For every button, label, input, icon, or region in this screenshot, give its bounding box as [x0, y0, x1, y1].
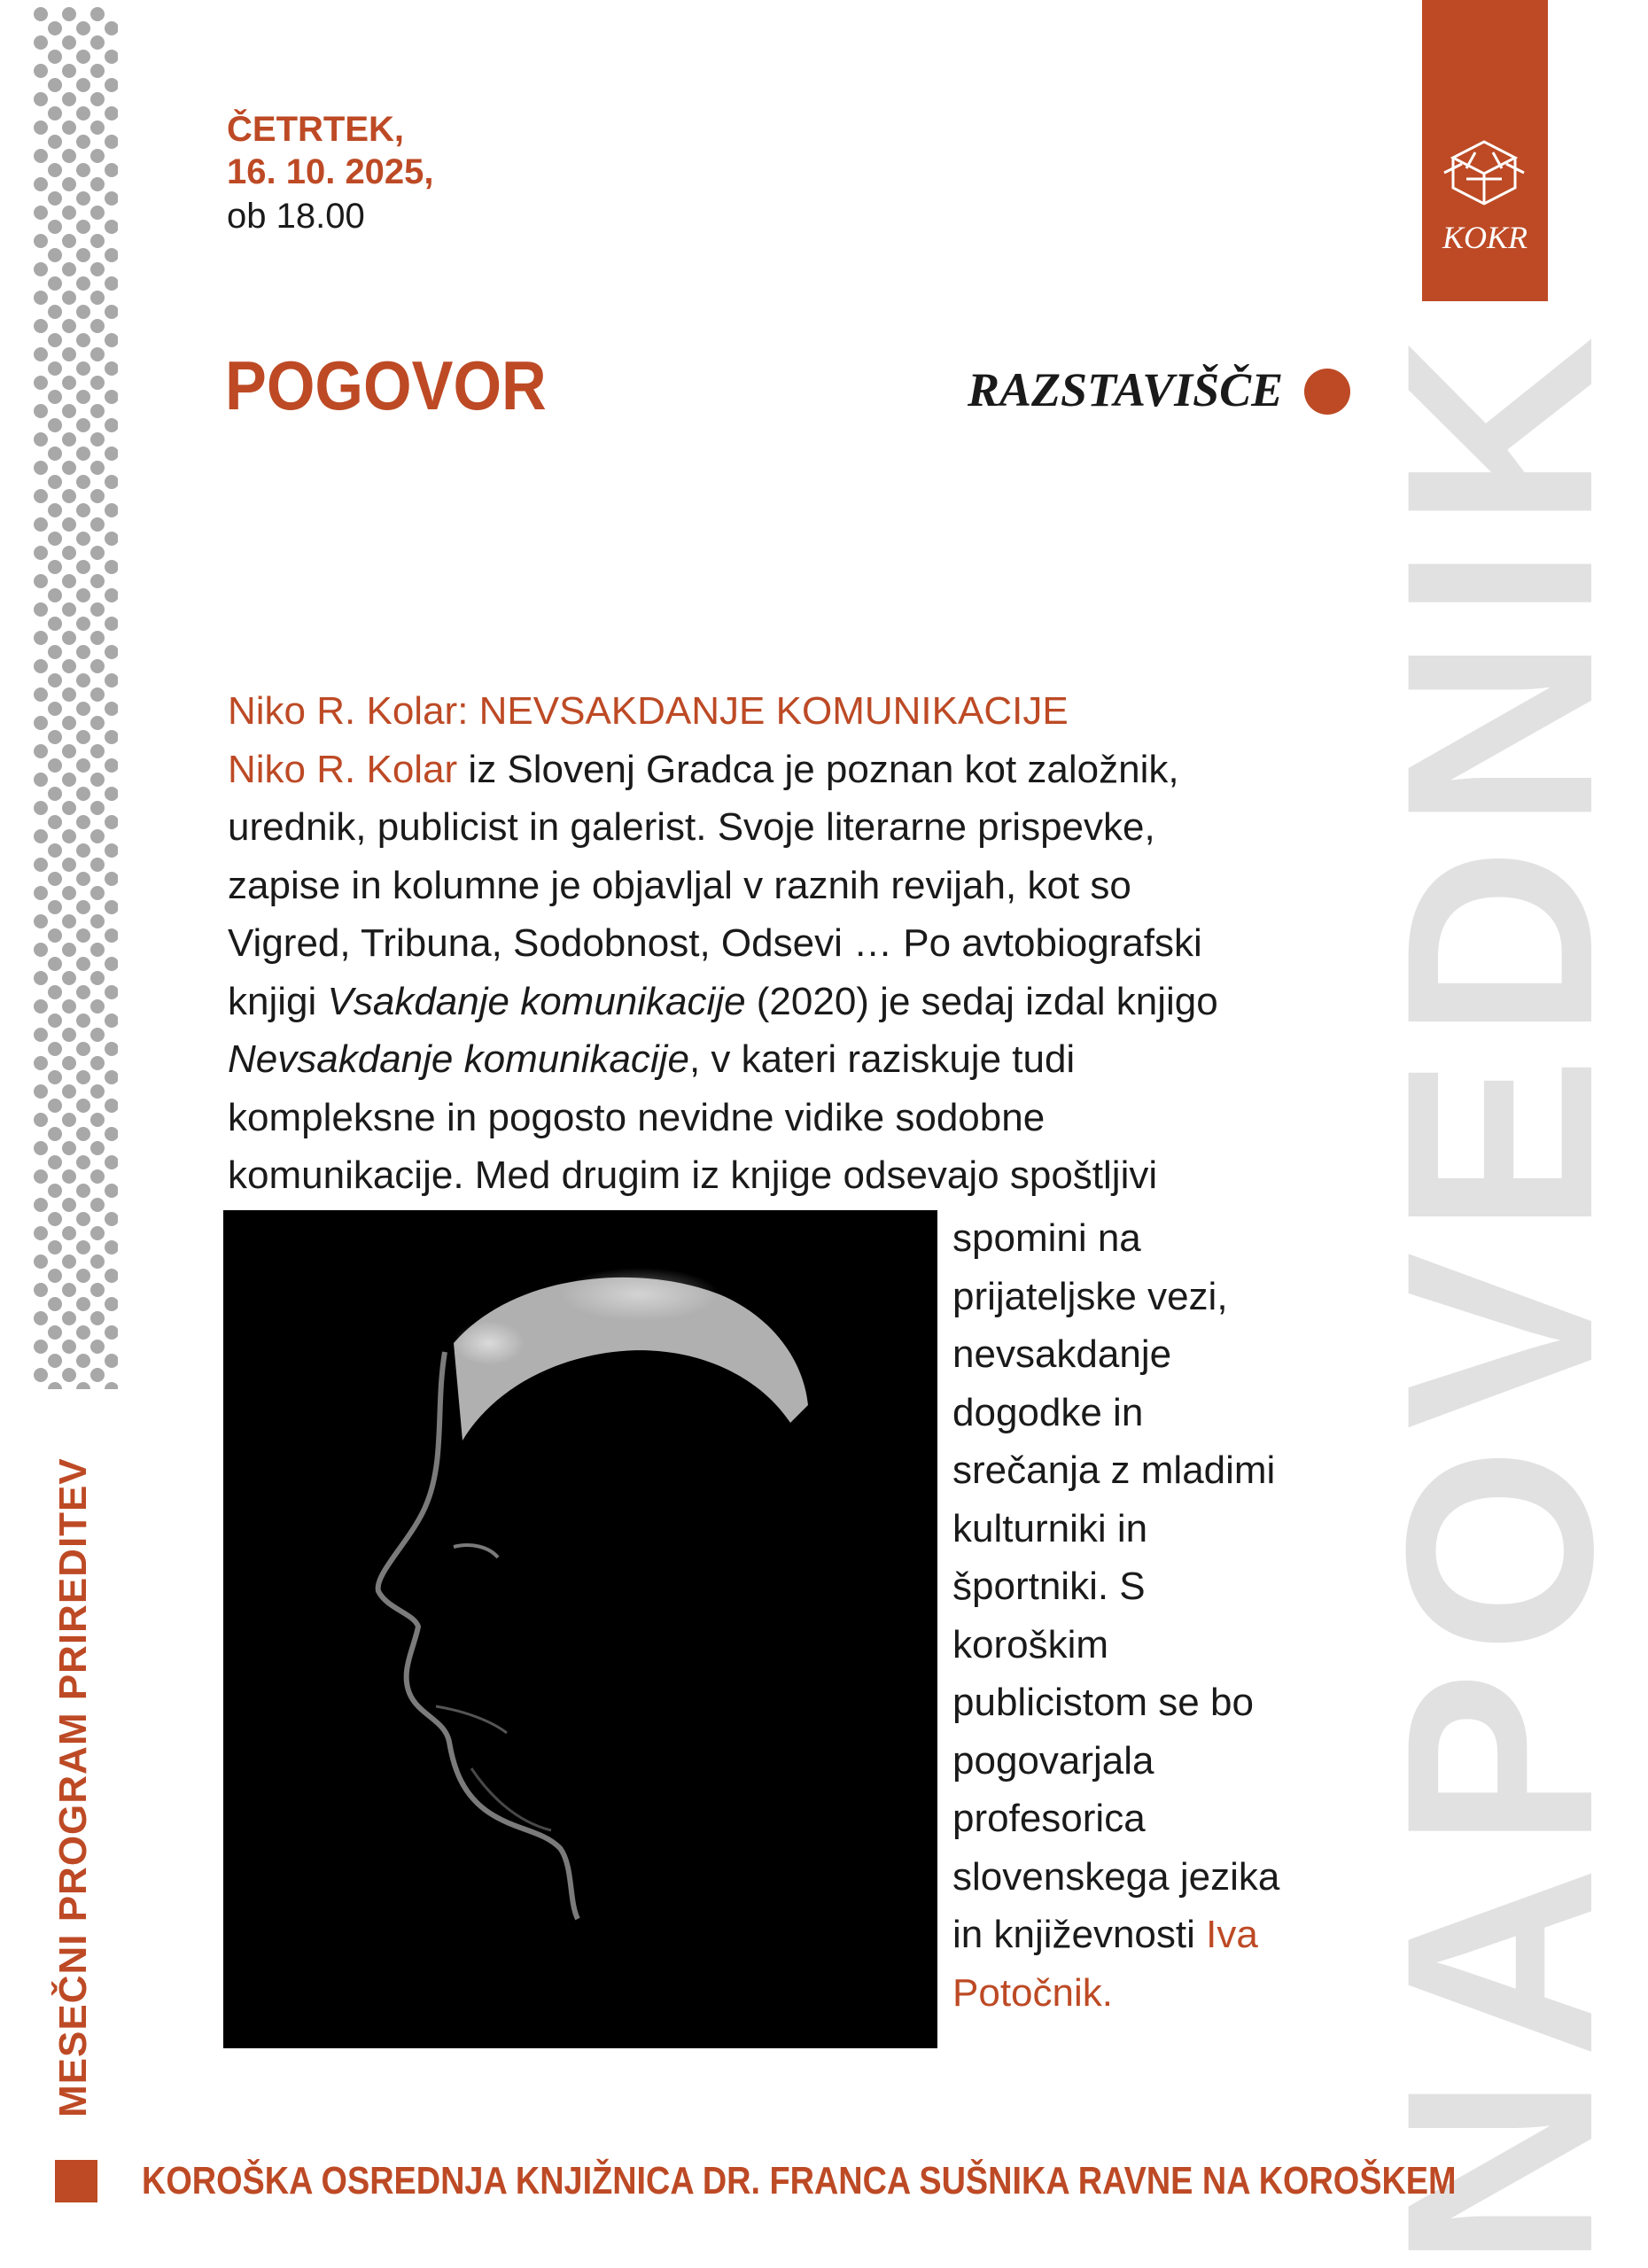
article-line-7: kompleksne in pogosto nevidne vidike sodobne — [228, 1095, 1046, 1139]
article-line-4: Vigred, Tribuna, Sodobnost, Odsevi … Po avtobiografski — [228, 921, 1202, 965]
article-text: (2020) je sedaj izdal knjigo — [745, 979, 1218, 1023]
event-date: 16. 10. 2025, — [227, 152, 434, 191]
logo-book-icon — [1431, 133, 1539, 266]
article-line-1 — [228, 741, 1291, 799]
moderator-first-name: Iva — [1206, 1913, 1258, 1956]
side-text: in književnosti — [952, 1913, 1207, 1956]
side-line: koroškim — [952, 1622, 1109, 1666]
library-logo — [1422, 0, 1548, 301]
article-title: Niko R. Kolar: NEVSAKDANJE KOMUNIKACIJE — [228, 689, 1069, 733]
side-line: profesorica — [952, 1797, 1146, 1840]
library-footer-name: KOROŠKA OSREDNJA KNJIŽNICA DR. FRANCA SUŠNIKA RAVNE NA KOROŠKEM — [142, 2159, 1457, 2202]
side-line — [952, 1906, 1279, 1964]
venue-dot — [1304, 369, 1350, 415]
article-text: knjigi — [228, 979, 328, 1023]
author-portrait-photo — [223, 1210, 937, 2048]
logo-text: KOKR — [1442, 220, 1528, 255]
event-time: ob 18.00 — [227, 197, 365, 236]
article-line-2: urednik, publicist in galerist. Svoje literarne prispevke, — [228, 805, 1155, 849]
article-line-6 — [228, 1030, 1291, 1089]
article-text: , v kateri raziskuje tudi — [688, 1037, 1076, 1081]
side-line: publicistom se bo — [952, 1681, 1254, 1724]
side-line: prijateljske vezi, — [952, 1274, 1228, 1318]
napovednik-banner-word: NAPOVEDNIK — [1350, 318, 1648, 2268]
article-side-column — [952, 1209, 1279, 2022]
article-body — [228, 682, 1291, 1205]
footer-square-marker — [55, 2160, 97, 2202]
decorative-dot-pattern — [34, 7, 118, 1389]
article-line-3: zapise in kolumne je objavljal v raznih revijah, kot so — [228, 863, 1131, 907]
side-line: slovenskega jezika — [952, 1854, 1280, 1899]
author-name: Niko R. Kolar — [228, 747, 458, 791]
article-text: iz Slovenj Gradca je poznan kot založnik, — [457, 747, 1179, 791]
side-line: srečanja z mladimi — [952, 1449, 1276, 1492]
side-line: športniki. S — [952, 1565, 1146, 1608]
side-line: pogovarjala — [952, 1738, 1154, 1783]
side-line: nevsakdanje — [952, 1332, 1172, 1376]
article-line-5 — [228, 973, 1291, 1031]
article-line-8: komunikacije. Med drugim iz knjige odsevajo spoštljivi — [228, 1153, 1158, 1197]
event-category: POGOVOR — [225, 346, 547, 424]
side-line: kulturniki in — [952, 1506, 1148, 1550]
event-day: ČETRTEK, — [227, 110, 404, 149]
side-line: dogodke in — [952, 1390, 1144, 1434]
book-title-2: Nevsakdanje komunikacije — [228, 1037, 689, 1081]
moderator-last-name: Potočnik. — [952, 1970, 1113, 2015]
program-vertical-label: MESEČNI PROGRAM PRIREDITEV — [51, 1457, 95, 2117]
event-venue: RAZSTAVIŠČE — [968, 363, 1284, 416]
book-title-1: Vsakdanje komunikacije — [327, 979, 746, 1023]
side-line: spomini na — [952, 1216, 1141, 1260]
